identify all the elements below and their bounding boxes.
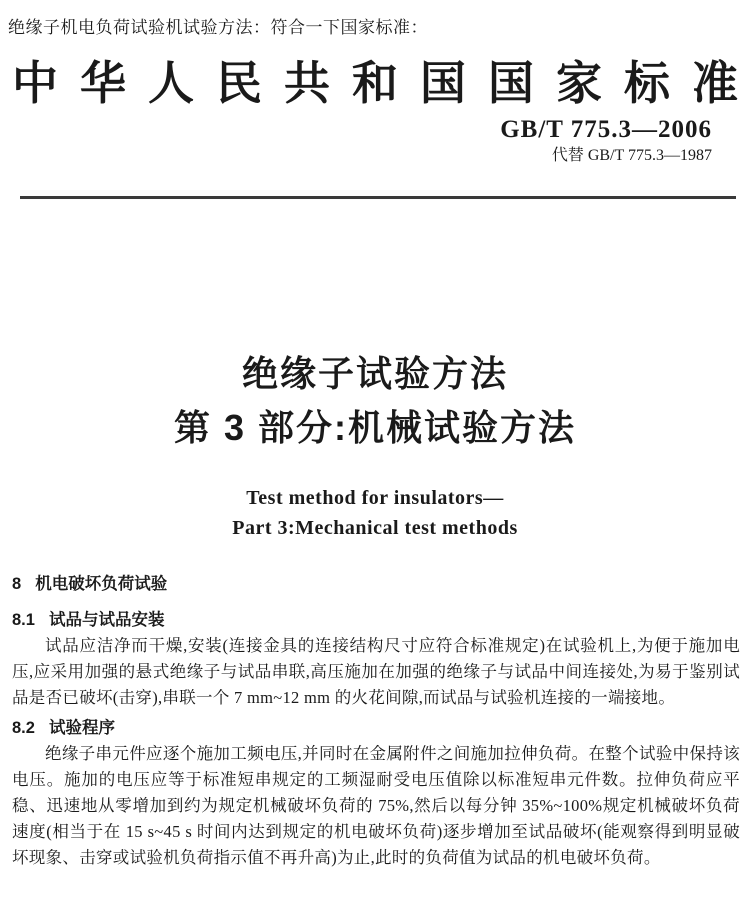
document-title-line2: 第 3 部分:机械试验方法: [173, 407, 576, 448]
document-title-block: [0, 349, 750, 453]
section-8-1-paragraph: 试品应洁净而干燥,安装(连接金具的连接结构尺寸应符合标准规定)在试验机上,为便于施加电压,应采用加强的悬式绝缘子与试品串联,高压施加在加强的绝缘子与试品中间连接处,为易于鉴别试品是否已破坏(击穿),串联一个 7 mm~12 mm 的火花间隙,而试品与试验机连接的一端接地。: [12, 636, 740, 707]
section-8-1-number: 8.1: [12, 611, 35, 629]
section-8-number: 8: [12, 575, 22, 593]
section-8-2-title: 试验程序: [48, 719, 115, 737]
section-8-title: 机电破坏负荷试验: [35, 575, 168, 593]
english-title-line2: Part 3:Mechanical test methods: [232, 517, 518, 539]
document-title-line1: 绝缘子试验方法: [241, 353, 508, 394]
section-8-2-number: 8.2: [12, 719, 35, 737]
top-annotation-note: 绝缘子机电负荷试验机试验方法：符合一下国家标准：: [8, 18, 428, 37]
national-standard-title: 中 华 人 民 共 和 国 国 家 标 准: [12, 58, 738, 109]
section-8-1-title: 试品与试品安装: [48, 611, 165, 629]
section-8-1-heading: [12, 609, 740, 631]
section-8-2-paragraph: 绝缘子串元件应逐个施加工频电压,并同时在金属附件之间施加拉伸负荷。在整个试验中保持该电压。施加的电压应等于标准短串规定的工频湿耐受电压值除以标准短串元件数。拉伸负荷应平稳、迅速地从零增加到约为规定机械破坏负荷的 75%,然后以每分钟 35%~100%规定机械破坏负荷速度(相当于在 15 s~45 s 时间内达到规定的机电破坏负荷)逐步增加至试品破坏(能观察得到明显破坏现象、击穿或试验机负荷指示值不再升高)为止,此时的负荷值为试品的机电破坏负荷。: [12, 744, 740, 867]
document-body: [12, 573, 740, 871]
standard-number-block: [0, 116, 712, 166]
english-title-line1: Test method for insulators—: [246, 487, 504, 509]
header-divider-rule: [20, 196, 736, 199]
section-8-heading: [12, 573, 740, 595]
english-title-block: [0, 483, 750, 543]
standard-number: GB/T 775.3—2006: [500, 116, 712, 143]
replaces-note: 代替 GB/T 775.3—1987: [551, 147, 712, 164]
section-8-2-heading: [12, 717, 740, 739]
